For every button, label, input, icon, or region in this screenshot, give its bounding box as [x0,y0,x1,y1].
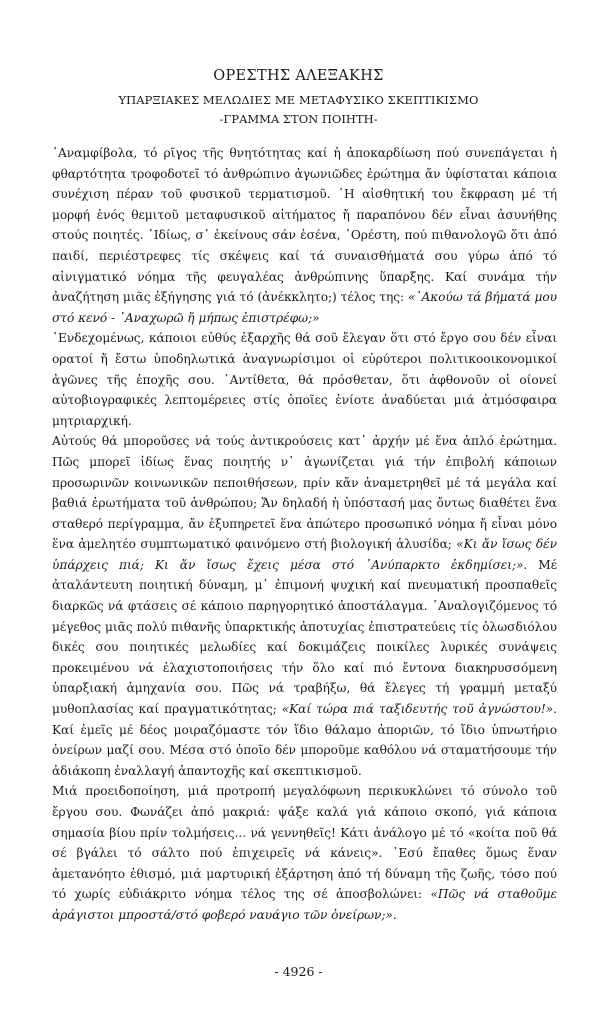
paragraph-4: Μιά προειδοποίηση, μιά προτροπή μεγαλόφωνη περικυκλώνει τό σύνολο τοῦ ἔργου σου. Φωνάζει ἀπό μακριά: ψάξε καλά γιά κάποιο σκοπό, γιά κάποια σημασία βίου πρίν τολμήσεις... νά γεννηθεῖς! Κάτι ἀνάλογο μέ τό «κοίτα ποῦ θά σέ βγάλει τό σάλτο πού ἐπιχειρεῖς νά κάνεις». ᾿Εσύ ἔπαθες ὅμως ἕναν ἀμετανόητο ἐθισμό, μιά μαρτυρική ἐξάρτηση ἀπό τή δύναμη τῆς ζωῆς, τόσο πού τό χωρίς εὐδιάκριτο νόημα τέλος της σέ ἀποσβολώνει: «Πῶς νά σταθοῦμε ἀράγιστοι μπροστά/στό φοβερό ναυάγιο τῶν ὀνείρων;». [52,784,557,922]
quote: «Πῶς νά σταθοῦμε ἀράγιστοι μπροστά/στό φοβερό ναυάγιο τῶν ὀνείρων;» [52,887,557,922]
quote: «᾿Ακούω τά βήματά μου στό κενό - ᾿Αναχωρῶ ἤ μήπως ἐπιστρέφω;» [52,290,557,325]
essay-body [52,143,557,926]
paragraph-3: Αὐτούς θά μποροῦσες νά τούς ἀντικρούσεις κατ᾿ ἀρχήν μέ ἕνα ἁπλό ἐρώτημα. Πῶς μπορεῖ ἰδίως ἕνας ποιητής ν᾿ ἀγωνίζεται γιά τήν ἐπιβολή κάποιων προσωρινῶν κοινωνικῶν πεποιθήσεων, πρίν κἄν ἀναμετρηθεῖ μέ τά μεγάλα καί βαθιά ἐρωτήματα τοῦ ἀνθρώπου; Ἄν δηλαδή ἡ ὑπόστασή μας ὄντως διαθέτει ἕνα σταθερό περίγραμμα, ἄν ἐξυπηρετεῖ ἕνα ἀπώτερο προσωπικό νόημα ἤ εἶναι μόνο ἕνα ἀμελητέο συμπτωματικό φαινόμενο στή βιολογική ἁλυσίδα; «Κι ἄν ἴσως δέν ὑπάρχεις πιά; Κι ἄν ἴσως ἔχεις μέσα στό ᾿Ανύπαρκτο ἐκδημίσει;». Μέ ἀταλάντευτη ποιητική δύναμη, μ᾿ ἐπιμονή ψυχική καί πνευματική προσπαθεῖς διαρκῶς νά φτάσεις σέ κάποιο παρηγορητικό ἀποστάλαγμα. ᾿Αναλογιζόμενος τό μέγεθος μιᾶς πολύ πιθανῆς ὑπαρκτικής ἀποτυχίας ἐπιστρατεύεις τίς ὁλωσδιόλου δικές σου ποιητικές μελωδίες καί δοκιμάζεις ποικίλες λυρικές συνάψεις προκειμένου νά ἐλαχιστοποιήσεις τήν ὅλο καί πιό ἔντονα διακηρυσσόμενη ὑπαρξιακή ἀμηχανία σου. Πῶς νά τραβήξω, θά ἔλεγες τή γραμμή μεταξύ μυθοπλασίας καί πραγματικότητας; «Καί τώρα πιά ταξιδευτής τοῦ ἀγνώστου!». Καί ἐμεῖς μέ δέος μοιραζόμαστε τόν ἴδιο θάλαμο ἀποριῶν, τό ἴδιο ὑπνωτήριο ὀνείρων μαζί σου. Μέσα στό ὁποῖο δέν μποροῦμε καθόλου νά σταματήσουμε τήν ἀδιάκοπη ἐναλλαγή ἀπαντοχῆς καί σκεπτικισμοῦ. [52,434,557,778]
essay-title: ΥΠΑΡΞΙΑΚΕΣ ΜΕΛΩΔΙΕΣ ΜΕ ΜΕΤΑΦΥΣΙΚΟ ΣΚΕΠΤΙΚΙΣΜΟ [118,93,479,107]
page-number: - 4926 - [274,964,323,979]
quote: «Καί τώρα πιά ταξιδευτής τοῦ ἀγνώστου!» [281,702,554,717]
quote: «Κι ἄν ἴσως δέν ὑπάρχεις πιά; Κι ἄν ἴσως ἔχεις μέσα στό ᾿Ανύπαρκτο ἐκδημίσει;» [52,537,557,572]
essay-subtitle: -ΓΡΑΜΜΑ ΣΤΟΝ ΠΟΙΗΤΗ- [219,112,378,126]
paragraph-2: ᾿Ενδεχομένως, κάποιοι εὐθύς ἐξαρχῆς θά σοῦ ἔλεγαν ὅτι στό ἔργο σου δέν εἶναι ορατοί ἤ ἔστω ὑποδηλωτικά ἀναγνωρίσιμοι οἱ εὐρύτεροι πολιτικοοικονομικοί ἀγῶνες τῆς ἐποχῆς σου. ᾿Αντίθετα, θά πρόσθεταν, ὅτι ἀφθονοῦν οἱ οίονεί αὐτοβιογραφικές λεπτομέρειες στίς ὁποῖες ἐνίοτε ἀναδύεται μιά ἀτμόσφαιρα μητριαρχική. [52,331,557,428]
paragraph-1: ᾿Αναμφίβολα, τό ρῖγος τῆς θνητότητας καί ἡ ἀποκαρδίωση πού συνεπάγεται ἡ φθαρτότητα τροφοδοτεῖ τό ἀνθρώπινο ἀγωνιῶδες ἐρώτημα ἄν ὑφίσταται κάποια συνέχιση πέραν τοῦ φυσικοῦ τερματισμοῦ. ᾿Η αἰσθητική του ἔκφραση μέ τή μορφή ἑνός θεμιτοῦ μεταφυσικοῦ αἰτήματος ἤ παραπόνου δέν εἶναι ἀσυνήθης στούς ποιητές. ᾿Ιδίως, σ᾿ ἐκείνους σάν ἐσένα, ᾿Ορέστη, πού πιθανολογῶ ὅτι ἀπό παιδί, περιέστρεφες τίς σκέψεις καί τά συναισθήματά σου γύρω ἀπό τό αἰνιγματικό νόημα τῆς φευγαλέας ἀνθρώπινης ὕπαρξης. Καί συνάμα τήν ἀναζήτηση μιᾶς ἐξήγησης γιά τό (ἀνέκκλητο;) τέλος της: «᾿Ακούω τά βήματά μου στό κενό - ᾿Αναχωρῶ ἤ μήπως ἐπιστρέφω;» [52,146,557,325]
author-name: ΟΡΕΣΤΗΣ ΑΛΕΞΑΚΗΣ [213,68,384,84]
